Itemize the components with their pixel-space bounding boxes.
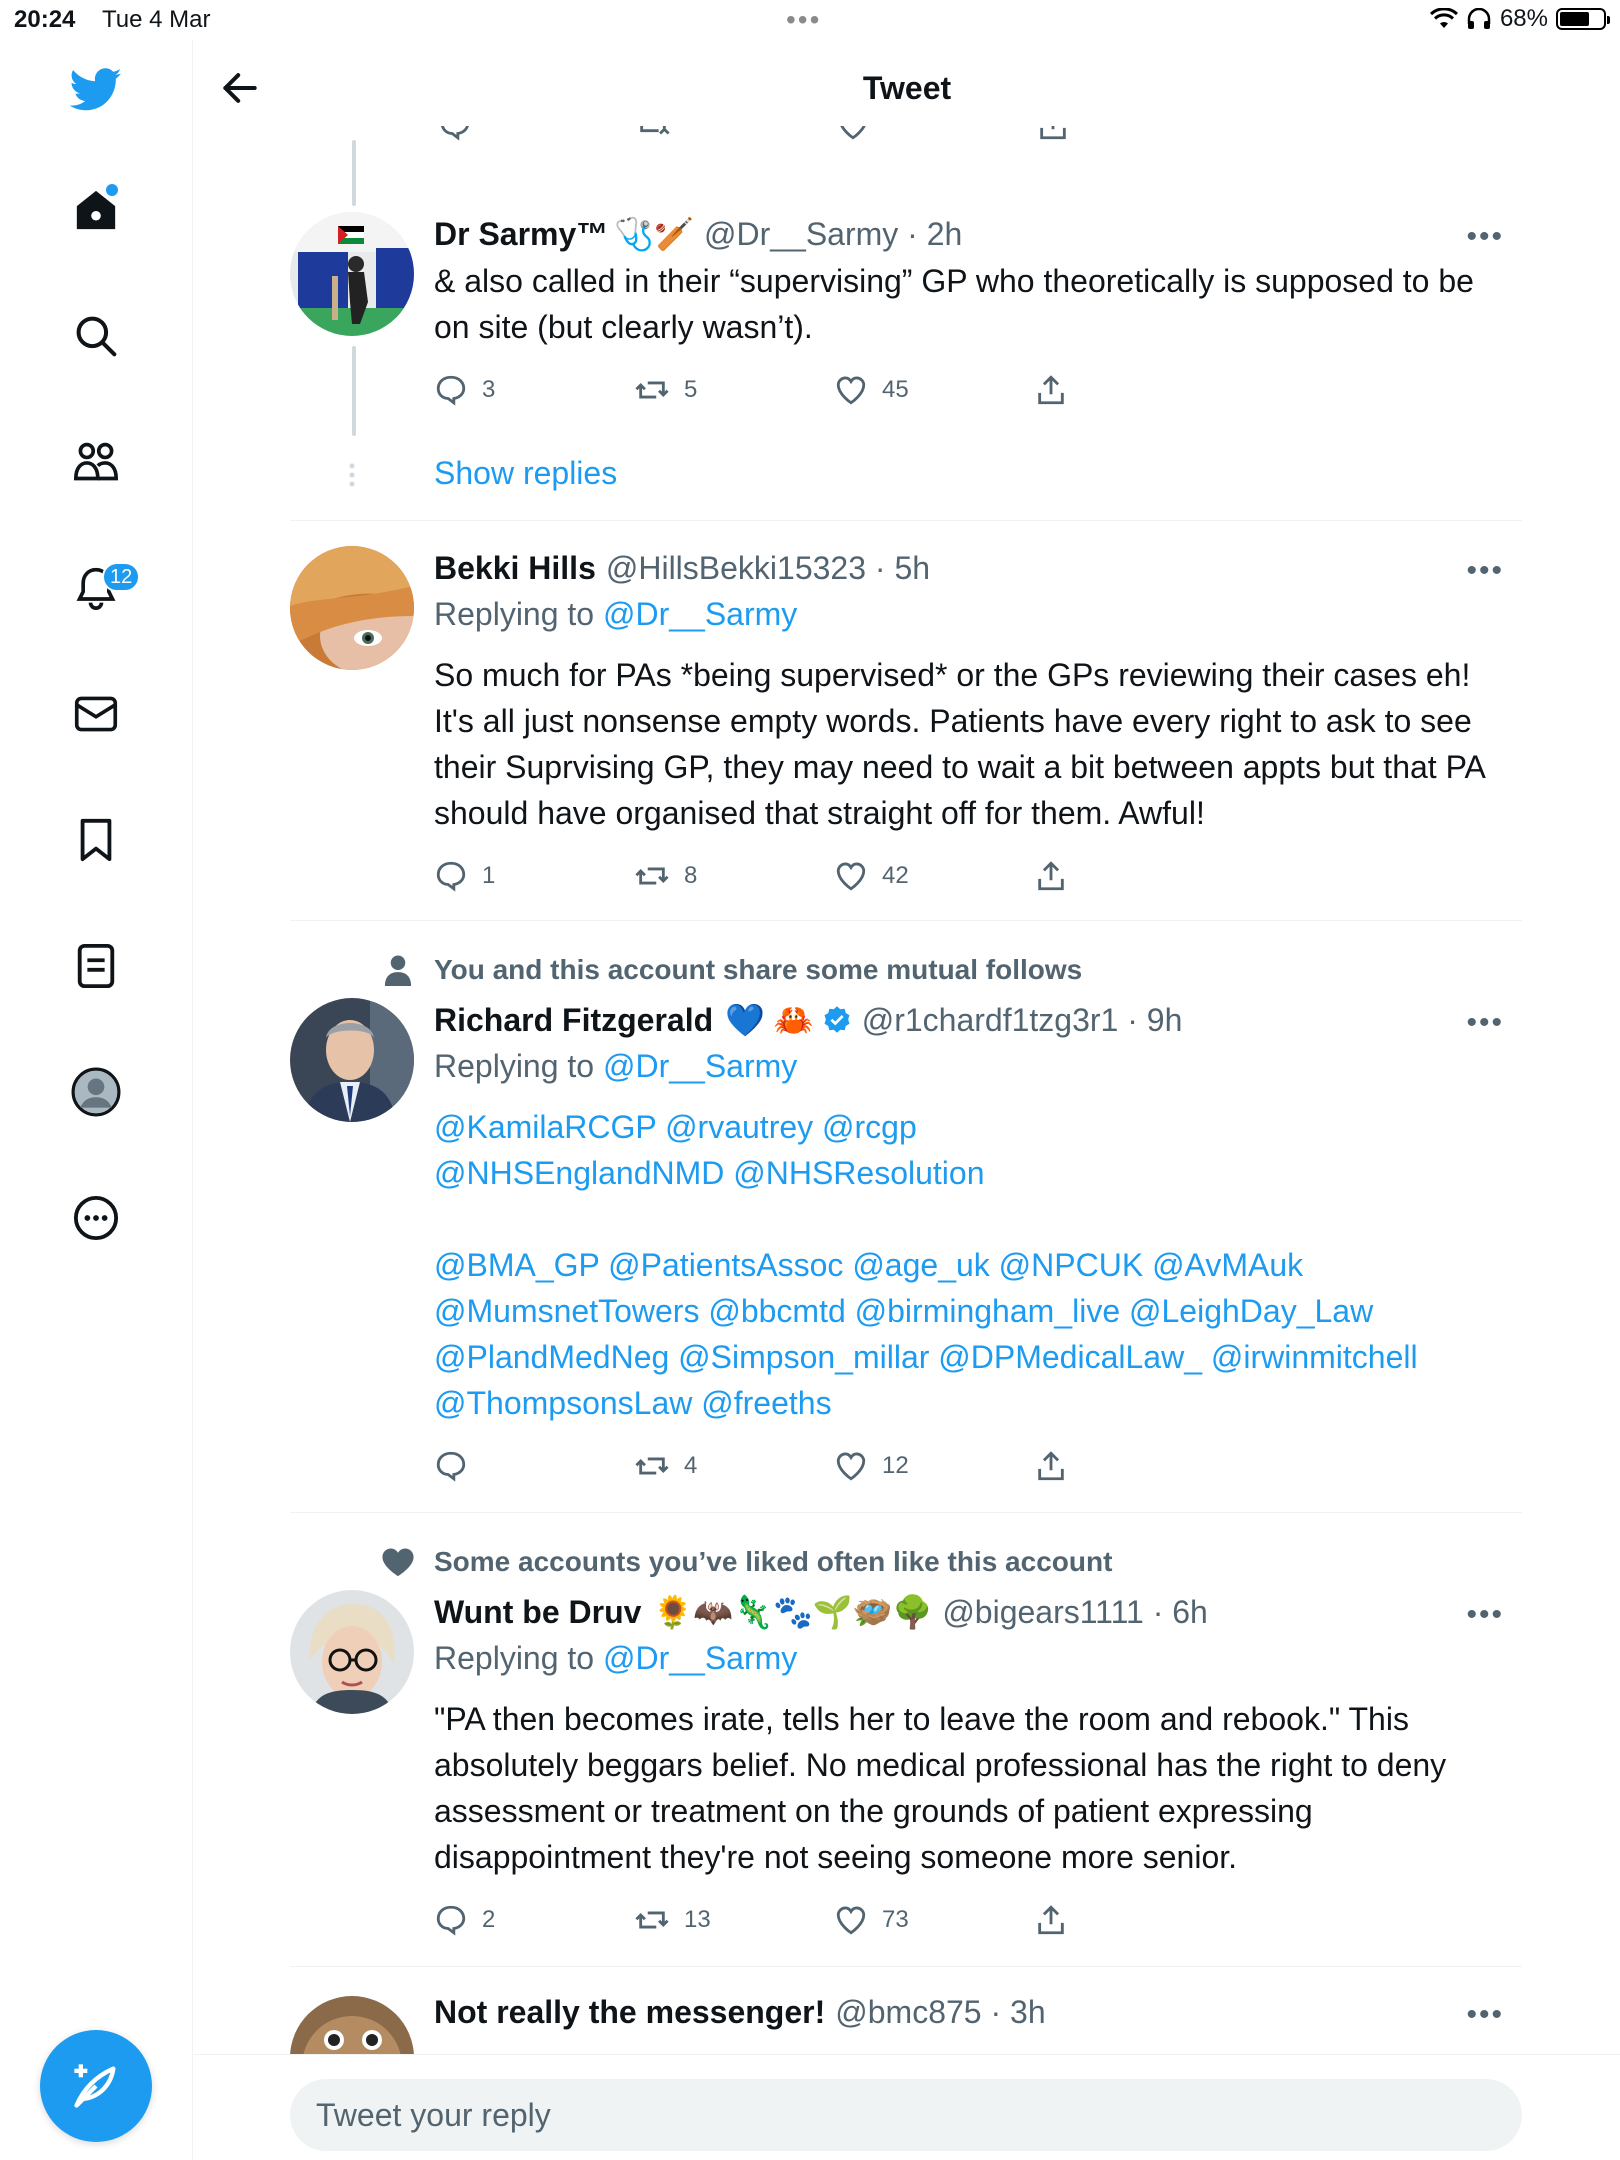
avatar[interactable] <box>290 1590 414 1714</box>
replying-to-mention[interactable]: @Dr__Sarmy <box>602 1048 798 1084</box>
divider <box>290 520 1522 521</box>
social-context <box>290 1542 1522 1582</box>
share-button[interactable] <box>1034 1898 1068 1942</box>
status-bar <box>0 0 1620 40</box>
retweet-count: 8 <box>684 862 698 889</box>
share-icon <box>1034 1449 1068 1483</box>
like-button[interactable] <box>834 368 909 412</box>
heart-icon <box>834 859 868 893</box>
tweet-author-row <box>434 998 1504 1042</box>
home-unread-dot <box>106 184 118 196</box>
retweet-button[interactable] <box>634 854 697 898</box>
share-button[interactable] <box>1034 854 1068 898</box>
like-count: 45 <box>882 376 909 403</box>
thread-dots-icon <box>348 462 356 492</box>
wifi-icon <box>1430 8 1458 30</box>
retweet-count: 5 <box>684 376 698 403</box>
profile-avatar-icon[interactable] <box>66 1062 126 1122</box>
mentions-line[interactable]: @MumsnetTowers @bbcmtd @birmingham_live @LeighDay_Law <box>434 1293 1374 1329</box>
thread-connector-line <box>352 346 356 436</box>
share-button[interactable] <box>1034 368 1068 412</box>
tweet-actions <box>434 1444 1504 1488</box>
status-date: Tue 4 Mar <box>102 6 211 33</box>
like-count: 12 <box>882 1452 909 1479</box>
tweet-header <box>194 40 1620 140</box>
reply-button[interactable] <box>434 1898 495 1942</box>
like-button[interactable] <box>834 854 909 898</box>
retweet-count: 4 <box>684 1452 698 1479</box>
status-indicators <box>1430 5 1606 33</box>
reply-count: 1 <box>482 862 496 889</box>
avatar[interactable] <box>290 998 414 1122</box>
replying-to-label: Replying to <box>434 1640 595 1676</box>
tweet-text: So much for PAs *being supervised* or the GPs reviewing their cases eh! It's all just nonsense empty words. Patients have every right to ask to see their Suprvising GP, they may need to wait a bit between appts but that PA should have organised that straight off for them. Awful! <box>434 657 1485 831</box>
thread-connector-line <box>352 140 356 206</box>
avatar[interactable] <box>290 212 414 336</box>
retweet-count: 13 <box>684 1906 711 1933</box>
author-emoji: 💙 🦀 <box>725 1002 814 1038</box>
previous-tweet-actions-partial <box>290 126 1090 146</box>
tweet-content <box>434 1990 1504 2034</box>
show-replies-link[interactable]: Show replies <box>434 455 618 491</box>
tweet-content <box>434 212 1504 412</box>
replying-to <box>434 1048 1504 1092</box>
divider <box>290 1512 1522 1513</box>
mentions-line[interactable]: @ThompsonsLaw @freeths <box>434 1385 832 1421</box>
author-handle-time[interactable]: @HillsBekki15323 · 5h <box>605 549 931 586</box>
social-context-text: Some accounts you’ve liked often like this account <box>434 1546 1113 1577</box>
author-name[interactable]: Dr Sarmy™ <box>434 215 609 252</box>
replying-to-mention[interactable]: @Dr__Sarmy <box>602 596 798 632</box>
retweet-icon <box>634 373 670 407</box>
tweet-text: & also called in their “supervising” GP who theoretically is supposed to be on site (but clearly wasn’t). <box>434 263 1474 345</box>
bookmarks-icon[interactable] <box>66 810 126 870</box>
twitter-logo-icon[interactable] <box>66 60 126 120</box>
tweet-actions <box>434 1898 1504 1942</box>
replying-to-label: Replying to <box>434 1048 595 1084</box>
tweet-text: "PA then becomes irate, tells her to leave the room and rebook." This absolutely beggars belief. No medical professional has the right to deny assessment or treatment on the grounds of patient expressing disappointment they're not seeing someone more senior. <box>434 1701 1447 1875</box>
reply-count: 3 <box>482 376 496 403</box>
author-name[interactable]: Richard Fitzgerald <box>434 1001 714 1038</box>
avatar[interactable] <box>290 546 414 670</box>
share-icon <box>1034 1903 1068 1937</box>
tweet-reply-input[interactable] <box>290 2079 1522 2151</box>
mentions-line[interactable]: @PlandMedNeg @Simpson_millar @DPMedicalLaw_ @irwinmitchell <box>434 1339 1418 1375</box>
divider <box>290 1966 1522 1967</box>
like-count: 73 <box>882 1906 909 1933</box>
retweet-button[interactable] <box>634 368 697 412</box>
battery-percent: 68% <box>1499 5 1548 32</box>
like-button[interactable] <box>834 1898 909 1942</box>
tweet-content <box>434 998 1504 1488</box>
divider <box>290 920 1522 921</box>
reply-count: 2 <box>482 1906 496 1933</box>
heart-filled-icon <box>378 1542 418 1582</box>
multitasking-dots-icon[interactable]: ••• <box>786 4 822 35</box>
retweet-button[interactable] <box>634 1898 711 1942</box>
more-options-dots-icon[interactable]: ••• <box>1466 554 1504 587</box>
reply-button[interactable] <box>434 854 495 898</box>
author-handle-time[interactable]: @r1chardf1tzg3r1 · 9h <box>861 1001 1183 1038</box>
share-button[interactable] <box>1034 1444 1068 1488</box>
messages-mail-icon[interactable] <box>66 684 126 744</box>
share-icon <box>1034 859 1068 893</box>
compose-tweet-button[interactable] <box>40 2030 152 2142</box>
reply-button[interactable] <box>434 368 495 412</box>
more-options-dots-icon[interactable]: ••• <box>1466 220 1504 253</box>
page-title: Tweet <box>862 70 952 106</box>
replying-to-label: Replying to <box>434 596 595 632</box>
tweet-actions <box>434 368 1504 412</box>
tweet-actions <box>434 854 1504 898</box>
battery-icon <box>1556 8 1606 30</box>
author-name[interactable]: Bekki Hills <box>434 549 596 586</box>
retweet-button[interactable] <box>634 1444 697 1488</box>
avatar[interactable] <box>290 1996 414 2054</box>
person-icon <box>378 950 418 990</box>
author-emoji: 🩺🏏 <box>614 216 694 252</box>
tweet-not-really-the-messenger[interactable] <box>290 1990 1522 2054</box>
retweet-icon <box>634 1449 670 1483</box>
tweet-text-mentions <box>434 1104 1504 1426</box>
search-icon[interactable] <box>66 306 126 366</box>
reply-button[interactable] <box>434 1444 482 1488</box>
replying-to <box>434 596 1504 640</box>
more-options-dots-icon[interactable]: ••• <box>1466 1006 1504 1039</box>
tweet-author-row <box>434 212 1504 256</box>
like-button[interactable] <box>834 1444 909 1488</box>
home-icon[interactable] <box>66 180 126 240</box>
status-time: 20:24 <box>14 6 76 33</box>
social-context-text: You and this account share some mutual follows <box>434 954 1083 985</box>
compose-feather-icon <box>70 2060 122 2112</box>
author-handle-time[interactable]: @bmc875 · 3h <box>835 1993 1046 2030</box>
author-handle-time[interactable]: @bigears1111 · 6h <box>942 1593 1208 1630</box>
reply-icon <box>434 373 468 407</box>
verified-badge-icon <box>822 1005 852 1035</box>
reply-icon <box>434 1903 468 1937</box>
sidebar <box>0 40 193 2160</box>
heart-icon <box>834 373 868 407</box>
heart-icon <box>834 1903 868 1937</box>
lists-icon[interactable] <box>66 936 126 996</box>
more-options-dots-icon[interactable]: ••• <box>1466 1998 1504 2031</box>
retweet-icon <box>634 1903 670 1937</box>
communities-icon[interactable] <box>66 432 126 492</box>
more-options-dots-icon[interactable]: ••• <box>1466 1598 1504 1631</box>
heart-icon <box>834 1449 868 1483</box>
tweet-author-row <box>434 1990 1504 2034</box>
mentions-line[interactable]: @NHSEnglandNMD @NHSResolution <box>434 1155 985 1191</box>
like-count: 42 <box>882 862 909 889</box>
notifications-bell-icon[interactable] <box>66 558 133 618</box>
more-options-icon[interactable] <box>66 1188 126 1248</box>
mentions-line[interactable]: @KamilaRCGP @rvautrey @rcgp <box>434 1109 917 1145</box>
tweet-author-row <box>434 546 1504 590</box>
share-icon <box>1034 373 1068 407</box>
tweet-content <box>434 1590 1504 1942</box>
notifications-count-badge: 12 <box>102 562 140 592</box>
reply-bar <box>194 2054 1620 2160</box>
replying-to-mention[interactable]: @Dr__Sarmy <box>602 1640 798 1676</box>
social-context <box>290 950 1522 990</box>
reply-icon <box>434 859 468 893</box>
tweet-author-row <box>434 1590 1504 1634</box>
retweet-icon <box>634 859 670 893</box>
mentions-line[interactable]: @BMA_GP @PatientsAssoc @age_uk @NPCUK @AvMAuk <box>434 1247 1304 1283</box>
author-name[interactable]: Wunt be Druv <box>434 1593 642 1630</box>
tweet-content <box>434 546 1504 898</box>
headphones-icon <box>1466 8 1492 30</box>
reply-icon <box>434 1449 468 1483</box>
author-name[interactable]: Not really the messenger! <box>434 1993 826 2030</box>
author-emoji: 🌻🦇🦎🐾🌱🪺🌳 <box>653 1594 933 1630</box>
author-handle-time[interactable]: @Dr__Sarmy · 2h <box>703 215 963 252</box>
replying-to <box>434 1640 1504 1684</box>
